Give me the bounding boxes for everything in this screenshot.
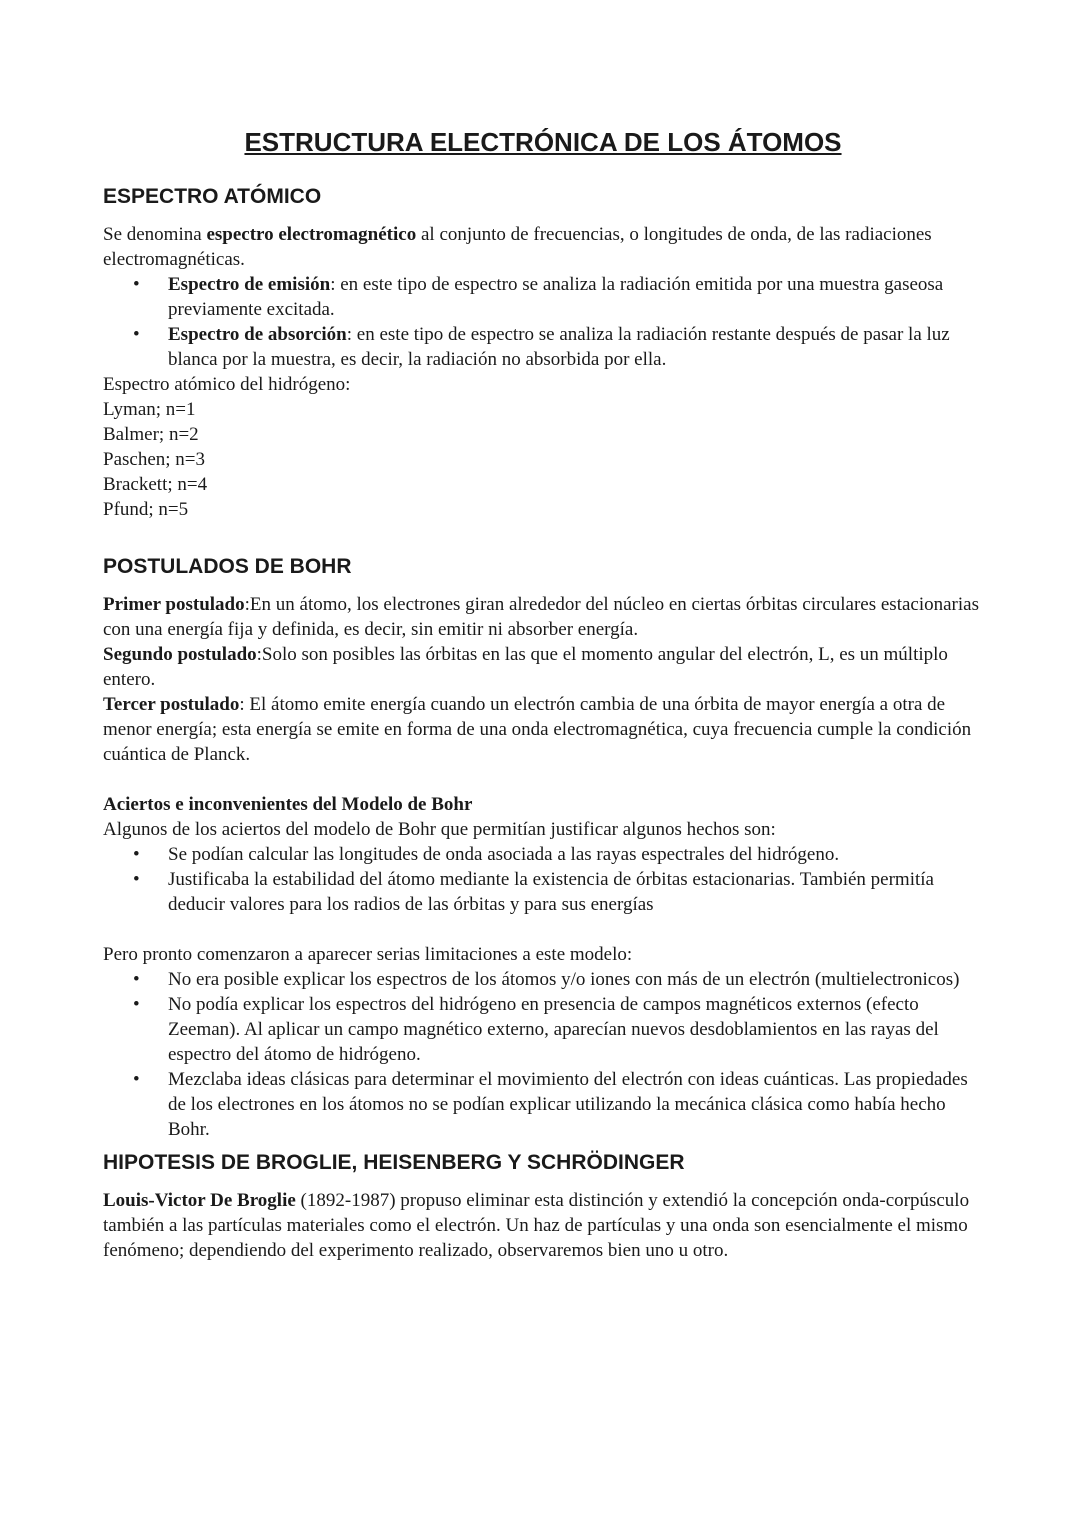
series-line: Brackett; n=4 [103,474,208,495]
limitaciones-intro: Pero pronto comenzaron a aparecer serias limitaciones a este modelo: [103,944,633,965]
series-line: Lyman; n=1 [103,399,196,420]
series-line: Pfund; n=5 [103,499,189,520]
series-line: Balmer; n=2 [103,424,199,445]
document-page [103,122,983,1263]
aciertos-list [103,842,983,917]
espectro-types-list [103,272,983,372]
list-item: • No era posible explicar los espectros de los átomos y/o iones con más de un electrón (multielectronicos) [133,969,960,990]
aciertos-intro: Algunos de los aciertos del modelo de Bohr que permitían justificar algunos hechos son: [103,819,776,840]
list-item: • No podía explicar los espectros del hidrógeno en presencia de campos magnéticos externos (efecto Zeeman). Al aplicar un campo magnético externo, aparecían nuevos desdoblamientos en las rayas del espectro del átomo de hidrógeno. [133,994,939,1065]
limitaciones-list [103,967,983,1142]
series-line: Paschen; n=3 [103,449,206,470]
list-item: • Mezclaba ideas clásicas para determinar el movimiento del electrón con ideas cuánticas. Las propiedades de los electrones en los átomos no se podían explicar utilizando la mecánica clásica como había hecho Bohr. [133,1069,968,1140]
list-item: • Justificaba la estabilidad del átomo mediante la existencia de órbitas estacionarias. También permitía deducir valores para los radios de las órbitas y para sus energías [133,869,934,915]
postulado-3: Tercer postulado: El átomo emite energía cuando un electrón cambia de una órbita de mayor energía a otra de menor energía; esta energía se emite en forma de una onda electromagnética, cuya frecuencia cumple la condición cuántica de Planck. [103,694,972,765]
postulado-1: Primer postulado:En un átomo, los electrones giran alrededor del núcleo en ciertas órbitas circulares estacionarias con una energía fija y definida, es decir, sin emitir ni absorber energía. [103,594,979,640]
espectro-intro: Se denomina espectro electromagnético al conjunto de frecuencias, o longitudes de onda, de las radiaciones electromagnéticas. [103,224,932,270]
list-item: • Se podían calcular las longitudes de onda asociada a las rayas espectrales del hidrógeno. [133,844,840,865]
section-heading-hipotesis: HIPOTESIS DE BROGLIE, HEISENBERG Y SCHRÖDINGER [103,1151,685,1174]
postulado-2: Segundo postulado:Solo son posibles las órbitas en las que el momento angular del electrón, L, es un múltiplo entero. [103,644,948,690]
section-heading-espectro: ESPECTRO ATÓMICO [103,185,322,208]
broglie-paragraph: Louis-Victor De Broglie (1892-1987) propuso eliminar esta distinción y extendió la concepción onda-corpúsculo también a las partículas materiales como el electrón. Un haz de partículas y una onda son esencialmente el mismo fenómeno; dependiendo del experimento realizado, observaremos bien uno u otro. [103,1190,970,1261]
aciertos-heading: Aciertos e inconvenientes del Modelo de Bohr [103,794,473,815]
document-title: ESTRUCTURA ELECTRÓNICA DE LOS ÁTOMOS [244,127,842,157]
hydrogen-label: Espectro atómico del hidrógeno: [103,374,351,395]
list-item: • Espectro de emisión: en este tipo de espectro se analiza la radiación emitida por una muestra gaseosa previamente excitada. [133,274,944,320]
section-heading-bohr: POSTULADOS DE BOHR [103,555,352,578]
list-item: • Espectro de absorción: en este tipo de espectro se analiza la radiación restante después de pasar la luz blanca por la muestra, es decir, la radiación no absorbida por ella. [133,324,950,370]
